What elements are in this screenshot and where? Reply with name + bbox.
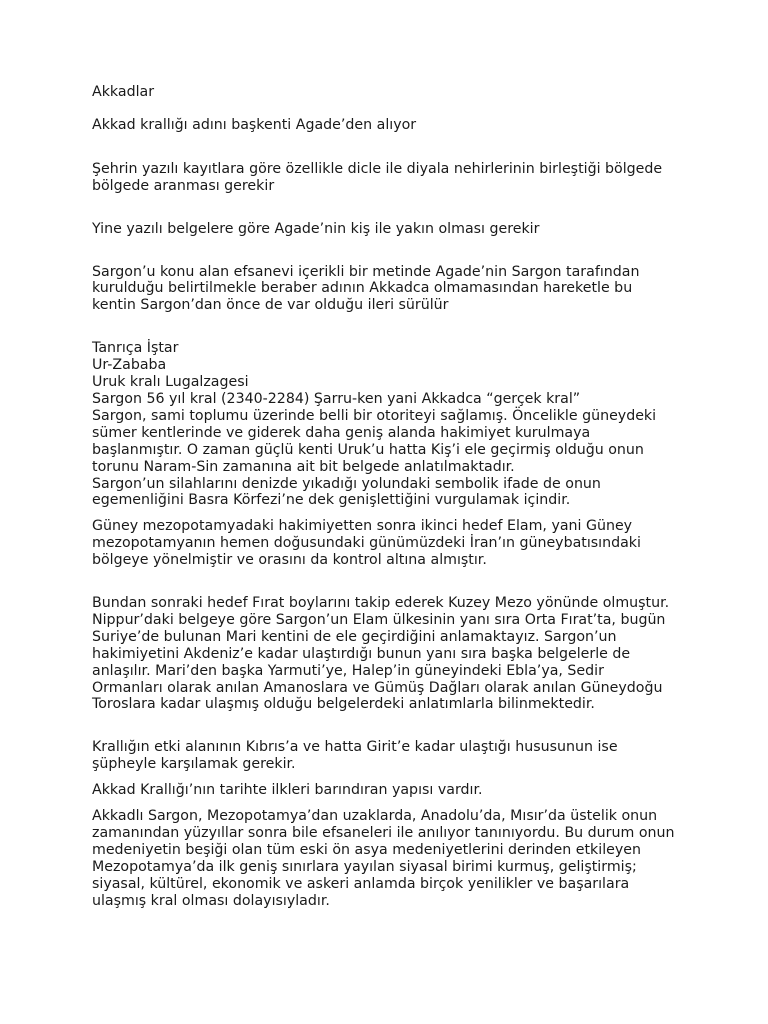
- paragraph-7: Bundan sonraki hedef Fırat boylarını takip ederek Kuzey Mezo yönünde olmuştur. Nippur’daki belgeye göre Sargon’un Elam ülkesinin yanı sıra Orta Fırat’ta, bugün Suriye’de bulunan Mari kentini de ele geçirdiğini anlamaktayız. Sargon’un hakimiyetini Akdeniz’e kadar ulaştırdığı bunun yanı sıra başka belgelerle de anlaşılır. Mari’den başka Yarmuti’ye, Halep’in güneyindeki Ebla’ya, Sedir Ormanları olarak anılan Amanoslara ve Gümüş Dağları olarak anılan Güneydoğu Toroslara kadar ulaşmış olduğu belgelerdeki anlatımlarla bilinmektedir.: [92, 595, 670, 713]
- paragraph-1: Akkad krallığı adını başkenti Agade’den alıyor: [92, 116, 417, 133]
- paragraph-10: Akkadlı Sargon, Mezopotamya’dan uzaklarda, Anadolu’da, Mısır’da üstelik onun zamanından yüzyıllar sonra bile efsaneleri ile anılıyor tanınıyordu. Bu durum onun medeniyetin beşiği olan tüm eski ön asya medeniyetlerini derinden etkileyen Mezopotamya’da ilk geniş sınırlara yayılan siyasal birimi kurmuş, geliştirmiş; siyasal, kültürel, ekonomik ve askeri anlamda birçok yenilikler ve başarılara ulaşmış kral olması dolayısıyladır.: [92, 808, 675, 909]
- paragraph-9: Akkad Krallığı’nın tarihte ilkleri barındıran yapısı vardır.: [92, 782, 483, 799]
- paragraph-6: Güney mezopotamyadaki hakimiyetten sonra ikinci hedef Elam, yani Güney mezopotamyanın hemen doğusundaki günümüzdeki İran’ın güneybatısındaki bölgeye yönelmiştir ve orasını da kontrol altına almıştır.: [92, 518, 641, 569]
- paragraph-3: Yine yazılı belgelere göre Agade’nin kiş ile yakın olması gerekir: [92, 220, 540, 237]
- paragraph-4: Sargon’u konu alan efsanevi içerikli bir metinde Agade’nin Sargon tarafından kurulduğu belirtilmekle beraber adının Akkadca olmamasından hareketle bu kentin Sargon’dan önce de var olduğu ileri sürülür: [92, 263, 640, 314]
- document-page: [92, 84, 692, 910]
- paragraph-8: Krallığın etki alanının Kıbrıs’a ve hatta Girit’e kadar ulaştığı hususunun ise şüpheyle karşılamak gerekir.: [92, 739, 618, 773]
- paragraph-2: Şehrin yazılı kayıtlara göre özellikle dicle ile diyala nehirlerinin birleştiği bölgede bölgede aranması gerekir: [92, 160, 663, 194]
- paragraph-5: Tanrıça İştar Ur-Zababa Uruk kralı Lugalzagesi Sargon 56 yıl kral (2340-2284) Şarru-ken yani Akkadca “gerçek kral” Sargon, sami toplumu üzerinde belli bir otoriteyi sağlamış. Öncelikle güneydeki sümer kentlerinde ve giderek daha geniş alanda hakimiyet kurulmaya başlanmıştır. O zaman güçlü kenti Uruk’u hatta Kiş’i ele geçirmiş olduğu onun torunu Naram-Sin zamanına ait bit belgede anlatılmaktadır. Sargon’un silahlarını denizde yıkadığı yolundaki sembolik ifade de onun egemenliğini Basra Körfezi’ne dek genişlettiğini vurgulamak içindir.: [92, 340, 657, 509]
- document-title: Akkadlar: [92, 84, 155, 100]
